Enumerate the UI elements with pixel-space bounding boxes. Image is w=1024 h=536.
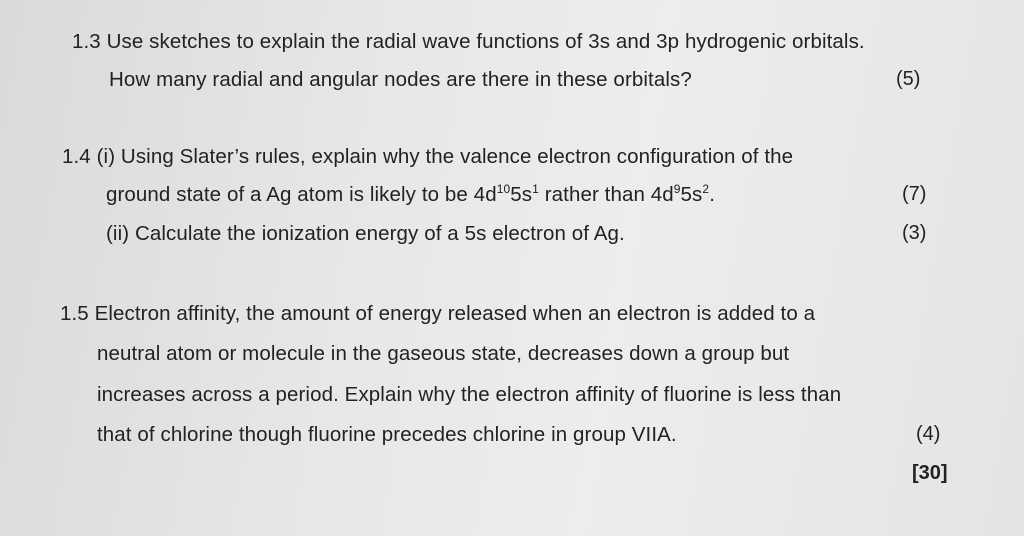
q14-line1 xyxy=(62,145,793,169)
q13-text-line2: How many radial and angular nodes are there in these orbitals? xyxy=(109,68,692,91)
q13-number: 1.3 xyxy=(72,30,101,53)
q14-marks-i: (7) xyxy=(902,183,927,205)
q14-part-i-label: (i) xyxy=(96,145,116,168)
q15-text-line4: that of chlorine though fluorine precedes chlorine in group VIIA. xyxy=(97,423,677,446)
q14-line2-pre: ground state of a Ag atom is likely to be 4d xyxy=(106,183,497,206)
total-marks: [30] xyxy=(912,462,948,484)
q15-marks: (4) xyxy=(916,423,941,445)
q13-text-line1: Use sketches to explain the radial wave functions of 3s and 3p hydrogenic orbitals. xyxy=(106,30,865,53)
q13-line1 xyxy=(72,30,865,54)
q14-text-line3: Calculate the ionization energy of a 5s electron of Ag. xyxy=(134,222,625,245)
q14-sup3: 9 xyxy=(673,182,681,196)
q14-text-line1: Using Slater’s rules, explain why the valence electron configuration of the xyxy=(120,145,794,168)
q14-line2-end: . xyxy=(709,183,715,206)
q15-text-line3: increases across a period. Explain why the electron affinity of fluorine is less than xyxy=(97,383,842,406)
q15-text-line1: Electron affinity, the amount of energy released when an electron is added to a xyxy=(94,302,816,325)
q14-line2-mid2: rather than 4d xyxy=(538,183,674,206)
q14-sup1: 10 xyxy=(496,182,511,196)
q14-line3 xyxy=(106,222,625,246)
q14-sup2: 1 xyxy=(532,182,539,196)
q15-text-line2: neutral atom or molecule in the gaseous state, decreases down a group but xyxy=(97,342,790,365)
q15-line1 xyxy=(60,302,815,326)
q14-text-line2 xyxy=(106,183,715,207)
q14-number: 1.4 xyxy=(62,145,91,168)
q14-line2-mid1: 5s xyxy=(510,183,533,206)
q13-marks: (5) xyxy=(896,68,921,90)
q14-part-ii-label: (ii) xyxy=(106,222,130,245)
q14-line2-mid3: 5s xyxy=(680,183,703,206)
q14-marks-ii: (3) xyxy=(902,222,927,244)
q15-number: 1.5 xyxy=(60,302,89,325)
q14-sup4: 2 xyxy=(702,182,710,196)
